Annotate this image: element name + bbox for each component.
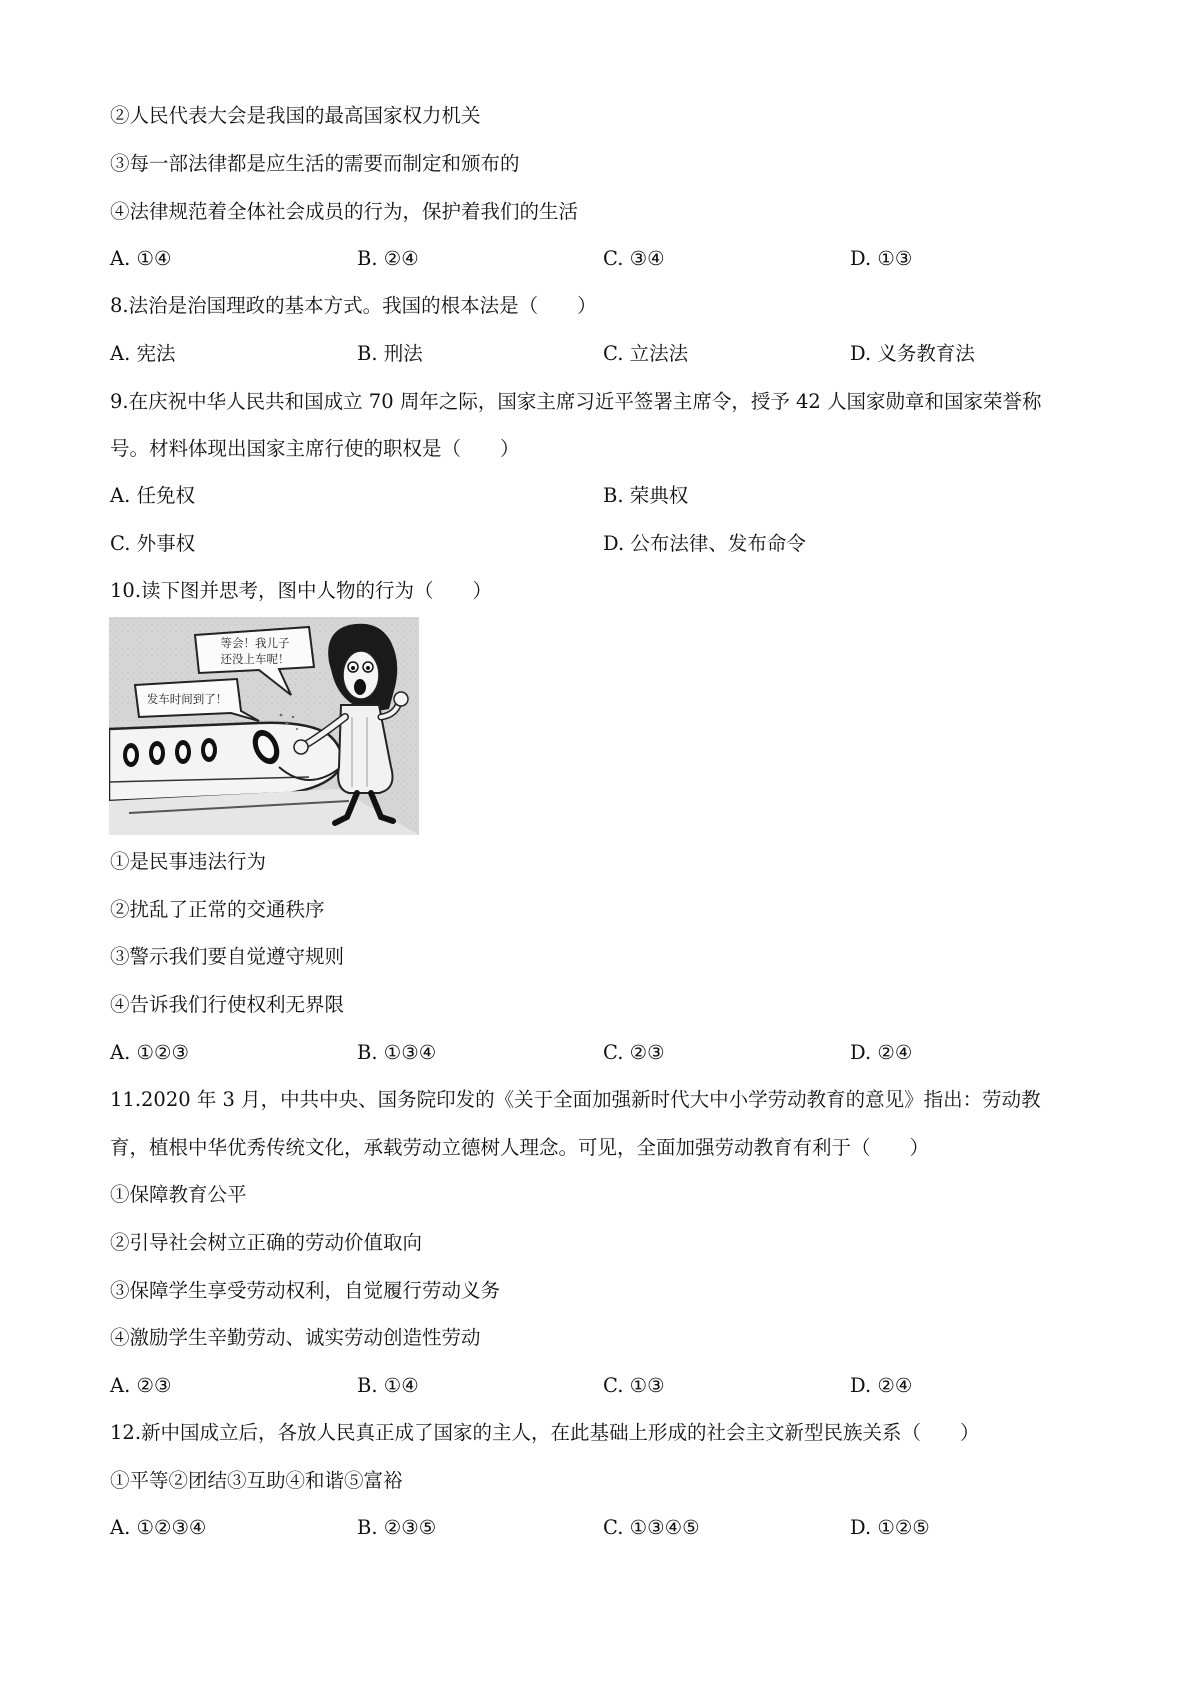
- q8-option-b: B. 刑法: [357, 342, 423, 365]
- q11-option-d: D. ②④: [850, 1374, 913, 1397]
- q9-stem-line-2: 号。材料体现出国家主席行使的职权是（ ）: [110, 437, 520, 460]
- q12-items: ①平等②团结③互助④和谐⑤富裕: [110, 1469, 403, 1492]
- bubble-left-text: 发车时间到了！: [146, 692, 228, 706]
- q11-item-4: ④激励学生辛勤劳动、诚实劳动创造性劳动: [110, 1326, 481, 1349]
- cartoon-figure: [109, 617, 419, 835]
- q9-option-c: C. 外事权: [110, 532, 196, 555]
- q7-option-d: D. ①③: [850, 247, 913, 270]
- q9-option-d: D. 公布法律、发布命令: [603, 532, 806, 555]
- q8-stem: 8.法治是治国理政的基本方式。我国的根本法是（ ）: [110, 294, 597, 317]
- bubble-top-line-1: 等会！我儿子: [220, 636, 290, 650]
- q10-item-3: ③警示我们要自觉遵守规则: [110, 945, 345, 968]
- q12-option-a: A. ①②③④: [110, 1516, 207, 1539]
- q10-option-b: B. ①③④: [357, 1041, 437, 1064]
- q10-option-c: C. ②③: [603, 1041, 665, 1064]
- q10-option-a: A. ①②③: [110, 1041, 189, 1064]
- q10-item-1: ①是民事违法行为: [110, 850, 267, 873]
- q8-option-c: C. 立法法: [603, 342, 689, 365]
- q7-option-c: C. ③④: [603, 247, 665, 270]
- q12-stem: 12.新中国成立后，各放人民真正成了国家的主人，在此基础上形成的社会主文新型民族关系（ ）: [110, 1421, 980, 1444]
- q8-option-a: A. 宪法: [110, 342, 176, 365]
- q11-option-c: C. ①③: [603, 1374, 665, 1397]
- q11-option-b: B. ①④: [357, 1374, 419, 1397]
- q9-option-a: A. 任免权: [110, 484, 195, 507]
- q9-option-b: B. 荣典权: [603, 484, 689, 507]
- q11-item-3: ③保障学生享受劳动权利，自觉履行劳动义务: [110, 1279, 501, 1302]
- bubble-top-line-2: 还没上车呢！: [220, 652, 290, 666]
- q7-option-a: A. ①④: [110, 247, 172, 270]
- q12-option-d: D. ①②⑤: [850, 1516, 930, 1539]
- q10-option-d: D. ②④: [850, 1041, 913, 1064]
- q9-stem-line-1: 9.在庆祝中华人民共和国成立 70 周年之际，国家主席习近平签署主席令，授予 42 人国家勋章和国家荣誉称: [110, 390, 1042, 413]
- q7-option-b: B. ②④: [357, 247, 419, 270]
- q12-option-b: B. ②③⑤: [357, 1516, 437, 1539]
- q7-item-4: ④法律规范着全体社会成员的行为，保护着我们的生活: [110, 200, 579, 223]
- q10-stem: 10.读下图并思考，图中人物的行为（ ）: [110, 579, 493, 602]
- q10-item-2: ②扰乱了正常的交通秩序: [110, 898, 325, 921]
- q7-item-3: ③每一部法律都是应生活的需要而制定和颁布的: [110, 152, 520, 175]
- q11-option-a: A. ②③: [110, 1374, 172, 1397]
- q10-item-4: ④告诉我们行使权利无界限: [110, 993, 345, 1016]
- q11-stem-line-1: 11.2020 年 3 月，中共中央、国务院印发的《关于全面加强新时代大中小学劳动教育的意见》指出：劳动教: [110, 1088, 1041, 1111]
- q7-item-2: ②人民代表大会是我国的最高国家权力机关: [110, 104, 481, 127]
- q11-item-1: ①保障教育公平: [110, 1183, 247, 1206]
- q12-option-c: C. ①③④⑤: [603, 1516, 700, 1539]
- q8-option-d: D. 义务教育法: [850, 342, 975, 365]
- q11-stem-line-2: 育，植根中华优秀传统文化，承载劳动立德树人理念。可见，全面加强劳动教育有利于（ ）: [110, 1136, 930, 1159]
- q11-item-2: ②引导社会树立正确的劳动价值取向: [110, 1231, 423, 1254]
